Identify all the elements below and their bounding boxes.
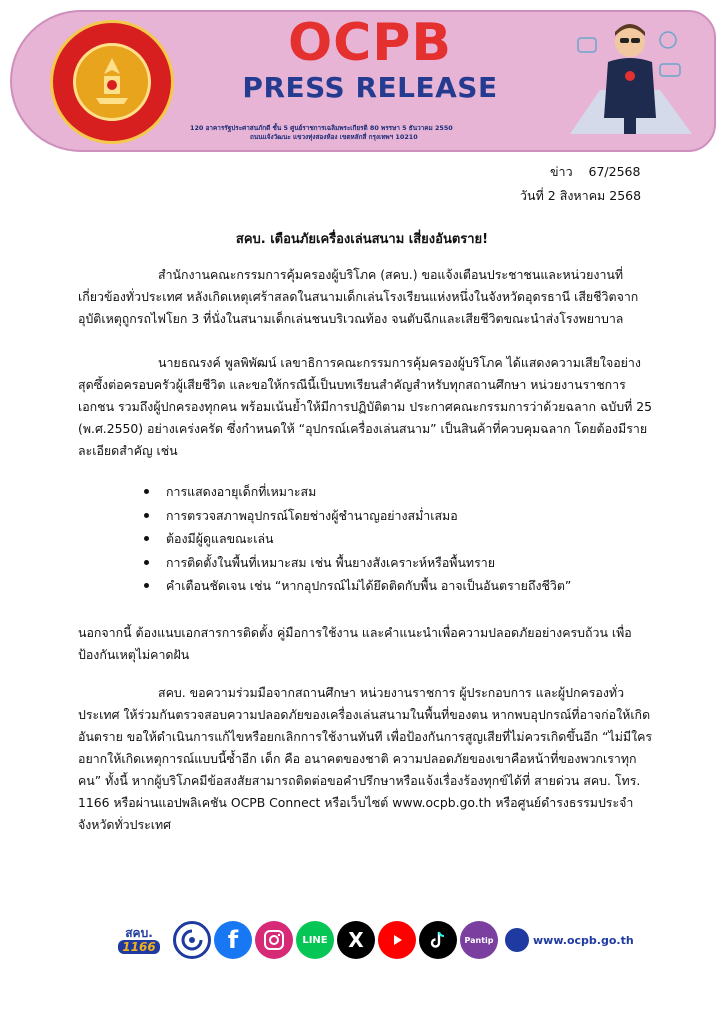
label-requirements-list <box>140 480 571 598</box>
youtube-icon[interactable] <box>378 921 416 959</box>
list-item: การติดตั้งในพื้นที่เหมาะสม เช่น พื้นยางสังเคราะห์หรือพื้นทราย <box>140 551 571 575</box>
pantip-icon[interactable]: Pantip <box>460 921 498 959</box>
brand-block <box>200 14 540 104</box>
website-link[interactable] <box>505 928 634 952</box>
globe-icon <box>505 928 529 952</box>
hotline-name: สคบ. <box>125 926 153 940</box>
doc-number-value: 67/2568 <box>588 164 641 179</box>
doc-number-label: ข่าว <box>550 164 573 179</box>
list-item: คำเตือนชัดเจน เช่น “หากอุปกรณ์ไม่ได้ยึดติดกับพื้น อาจเป็นอันตรายถึงชีวิต” <box>140 574 571 598</box>
list-item: ต้องมีผู้ดูแลขณะเล่น <box>140 527 571 551</box>
paragraph-1-block <box>78 264 654 330</box>
paragraph-4: สคบ. ขอความร่วมมือจากสถานศึกษา หน่วยงานราชการ ผู้ประกอบการ และผู้ปกครองทั่วประเทศ ให้ร่วมกันตรวจสอบความปลอดภัยของเครื่องเล่นสนามในพื้นที่ของตน หากพบอุปกรณ์ที่อาจก่อให้เกิดอันตราย ขอให้ดำเนินการแก้ไขหรือยกเลิกการใช้งานทันที เพื่อป้องกันการสูญเสียที่ไม่ควรเกิดขึ้นอีก “ไม่มีใครอยากให้เกิดเหตุการณ์แบบนี้ซ้ำอีก เด็ก คือ อนาคตของชาติ ความปลอดภัยของเขาคือหน้าที่ของพวกเราทุกคน” ทั้งนี้ หากผู้บริโภคมีข้อสงสัยสามารถติดต่อขอคำปรึกษาหรือแจ้งเรื่องร้องทุกข์ได้ที่ สายด่วน สคบ. โทร. 1166 หรือผ่านแอปพลิเคชัน OCPB Connect หรือเว็บไซต์ www.ocpb.go.th หรือศูนย์ดำรงธรรมประจำจังหวัดทั่วประเทศ <box>78 685 653 832</box>
x-icon[interactable]: X <box>337 921 375 959</box>
paragraph-1: สำนักงานคณะกรรมการคุ้มครองผู้บริโภค (สคบ.) ขอแจ้งเตือนประชาชนและหน่วยงานที่เกี่ยวข้องทั่วประเทศ หลังเกิดเหตุเศร้าสลดในสนามเด็กเล่นโรงเรียนแห่งหนึ่งในจังหวัดอุดรธานี เสียชีวิตจากอุบัติเหตุถูกรถไฟโยก 3 ที่นั่งในสนามเด็กเล่นชนบริเวณท้อง จนตับฉีกและเสียชีวิตขณะนำส่งโรงพยาบาล <box>78 267 639 326</box>
mascot-illustration-icon <box>560 14 700 146</box>
paragraph-4-block <box>78 682 654 836</box>
hotline-number: 1166 <box>118 940 159 954</box>
paragraph-2-block <box>78 352 654 462</box>
hotline-1166-logo[interactable] <box>108 921 170 959</box>
press-title: สคบ. เตือนภัยเครื่องเล่นสนาม เสี่ยงอันตราย! <box>235 232 489 247</box>
address-line-2: ถนนแจ้งวัฒนะ แขวงทุ่งสองห้อง เขตหลักสี่ กรุงเทพฯ 10210 <box>250 133 418 141</box>
paragraph-2: นายธณรงค์ พูลพิพัฒน์ เลขาธิการคณะกรรมการคุ้มครองผู้บริโภค ได้แสดงความเสียใจอย่างสุดซึ้งต่อครอบครัวผู้เสียชีวิต และขอให้กรณีนี้เป็นบทเรียนสำคัญสำหรับทุกสถานศึกษา หน่วยงานราชการ เอกชน รวมถึงผู้ปกครองทุกคน พร้อมเน้นย้ำให้มีการปฏิบัติตาม ประกาศคณะกรรมการว่าด้วยฉลาก ฉบับที่ 25 (พ.ศ.2550) อย่างเคร่งครัด ซึ่งกำหนดให้ “อุปกรณ์เครื่องเล่นสนาม” เป็นสินค้าที่ควบคุมฉลาก โดยต้องมีรายละเอียดสำคัญ เช่น <box>78 355 652 458</box>
list-item: การตรวจสภาพอุปกรณ์โดยช่างผู้ชำนาญอย่างสม่ำเสมอ <box>140 504 571 528</box>
paragraph-3-block <box>78 622 654 666</box>
doc-date: วันที่ 2 สิงหาคม 2568 <box>520 188 642 203</box>
ocpb-connect-icon[interactable] <box>173 921 211 959</box>
brand-title: OCPB <box>287 13 453 73</box>
facebook-icon[interactable]: f <box>214 921 252 959</box>
line-icon[interactable]: LINE <box>296 921 334 959</box>
tiktok-icon[interactable] <box>419 921 457 959</box>
seal-emblem-icon <box>73 43 151 121</box>
instagram-icon[interactable] <box>255 921 293 959</box>
brand-subtitle: PRESS RELEASE <box>242 71 498 104</box>
list-item: การแสดงอายุเด็กที่เหมาะสม <box>140 480 571 504</box>
footer-social-bar <box>108 918 634 962</box>
address-line-1: 120 อาคารรัฐประศาสนภักดี ชั้น 5 ศูนย์ราชการเฉลิมพระเกียรติ 80 พรรษา 5 ธันวาคม 2550 <box>190 124 453 132</box>
address-block <box>190 124 550 142</box>
website-url: www.ocpb.go.th <box>533 933 634 947</box>
doc-info <box>520 160 641 208</box>
ocpb-seal-logo <box>50 20 174 144</box>
paragraph-3: นอกจากนี้ ต้องแนบเอกสารการติดตั้ง คู่มือการใช้งาน และคำแนะนำเพื่อความปลอดภัยอย่างครบถ้วน เพื่อป้องกันเหตุไม่คาดฝัน <box>78 625 632 662</box>
